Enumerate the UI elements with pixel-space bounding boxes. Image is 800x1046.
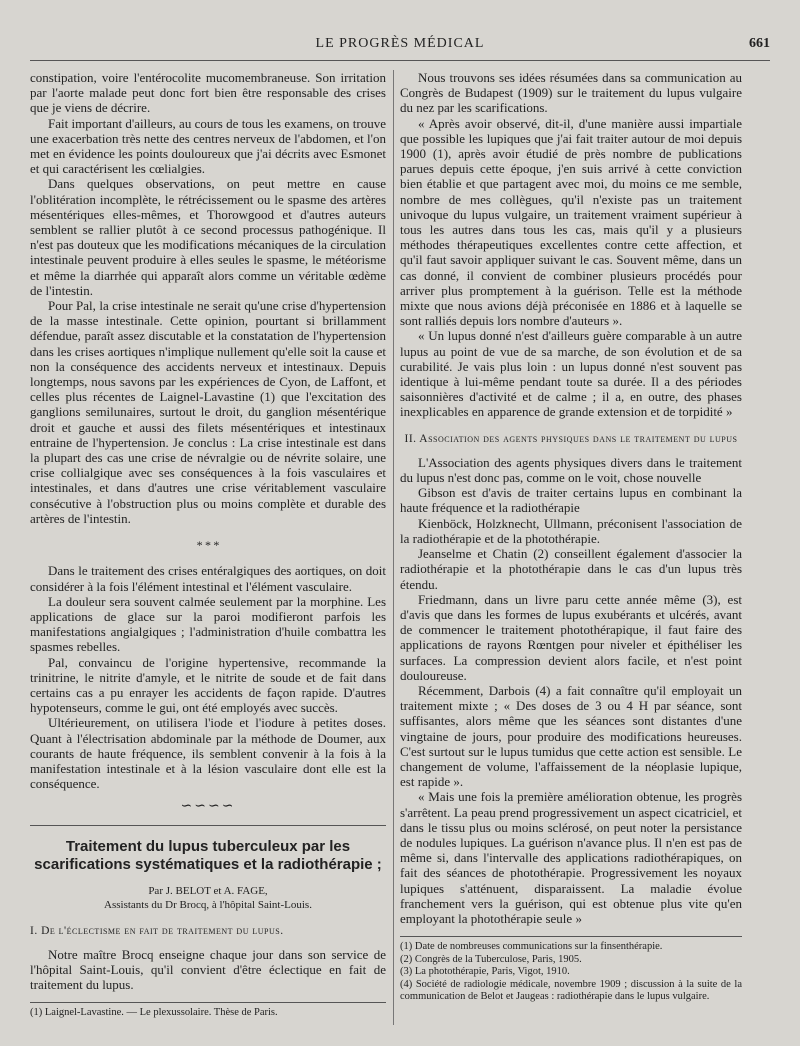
section-heading: II. Association des agents physiques dans le traitement du lupus: [404, 432, 738, 445]
paragraph: Fait important d'ailleurs, au cours de tous les examens, on trouve une exacerbation très nette des centres nerveux de l'abdomen, et l'on met en évidence les points douloureux que j'ai décrits avec Esmonet et qui caractérisent les cœlialgies.: [30, 115, 386, 177]
paragraph: Récemment, Darbois (4) a fait connaître qu'il employait un traitement mixte ; « Des doses de 3 ou 4 H par séance, sont suffisantes, alors même que les séances sont distantes d'une vingtaine de jours, pour produire des modifications heureuses. C'est surtout sur le lupus tumidus que cette action est sensible. Le changement de volume, l'affaissement de la néoplasie lupique, est rapide ».: [400, 682, 742, 790]
footnote: (4) Société de radiologie médicale, novembre 1909 ; discussion à la suite de la communication de Belot et Jaugeas : radiothérapie dans le lupus vulgaire.: [400, 978, 742, 1003]
paragraph: constipation, voire l'entérocolite mucomembraneuse. Son irritation par l'aorte malade peut donc fort bien être responsable des crises que je viens de décrire.: [30, 70, 386, 116]
quote-paragraph: « Un lupus donné n'est d'ailleurs guère comparable à un autre lupus au point de vue de sa marche, de son évolution et de sa curabilité. Je vais plus loin : un lupus donné n'est souvent pas identique à lui-même pendant toute sa durée. Il a des périodes saisonnières d'activité et de calme ; il a, en outre, des phases inexplicables en apparence de grande extension et de torpidité »: [400, 328, 742, 420]
paragraph: Kienböck, Holzknecht, Ullmann, préconisent l'association de la radiothérapie et de la photothérapie.: [400, 515, 742, 546]
footnote: (1) Date de nombreuses communications sur la finsenthérapie.: [400, 941, 663, 953]
paragraph: Ultérieurement, on utilisera l'iode et l'iodure à petites doses. Quant à l'électrisation abdominale par la méthode de Doumer, aux courants de haute fréquence, ils semblent convenir à la fois à la manifestation intestinale et à la lésion vasculaire dont elle est la conséquence.: [30, 715, 386, 792]
ornament-divider: ∽∽∽∽: [180, 799, 236, 815]
footnote: (3) La photothérapie, Paris, Vigot, 1910.: [400, 966, 570, 978]
quote-paragraph: « Mais une fois la première amélioration obtenue, les progrès s'arrêtent. La peau prend progressivement un aspect cicatriciel, et dans le tissu plus ou moins sclérosé, on peut noter la persistance de nodules lupiques. La guérison n'avance plus. Il n'en est pas de même si, dans l'intervalle des applications radiothérapiques, on fait des séances de photothérapie. Progressivement les noyaux lupiques s'atténuent, disparaissent. La maladie évolue franchement vers la guérison, qui est obtenue plus vite qu'en employant la photothérapie seule »: [400, 789, 742, 926]
article-affiliation: Assistants du Dr Brocq, à l'hôpital Saint-Louis.: [104, 898, 312, 911]
right-column: [400, 70, 742, 1004]
paragraph: La douleur sera souvent calmée seulement par la morphine. Les applications de glace sur la paroi modifieront parfois les manifestations angialgiques ; l'administration d'huile combattra les spasmes rebelles.: [30, 593, 386, 655]
quote-paragraph: « Après avoir observé, dit-il, d'une manière aussi impartiale que possible les lupiques que j'ai fait traiter autour de moi depuis 1900 (1), après avoir étudié de près nombre de publications parues depuis cette époque, j'en suis arrivé à cette conviction bien établie et que partagent avec moi, du moins ce me semble, nombre de mes collègues, qu'il n'existe pas un traitement univoque du lupus vulgaire, un traitement vraiment supérieur à tous les autres dans tous les cas, mais qu'il y a plusieurs méthodes thérapeutiques excellentes contre cette affection, et qu'il faut savoir appliquer suivant le cas. Souvent même, dans un cas donné, il convient de combiner plusieurs procédés pour arriver plus promptement à la guérison. Telle est la méthode mixte que nous avions déjà préconisée en 1886 et à laquelle se sont ralliés depuis lors nombre d'auteurs ».: [400, 115, 742, 329]
left-column: [30, 70, 386, 1020]
paragraph: Dans le traitement des crises entéralgiques des aortiques, on doit considérer à la fois l'élément intestinal et l'élément vasculaire.: [30, 563, 386, 594]
section-heading: I. De l'éclectisme en fait de traitement du lupus.: [30, 924, 284, 937]
footnote-rule: [30, 1002, 386, 1003]
paragraph: Nous trouvons ses idées résumées dans sa communication au Congrès de Budapest (1909) sur le traitement du lupus vulgaire du nez par les scarifications.: [400, 70, 742, 116]
footnote: (1) Laignel-Lavastine. — Le plexussolaire. Thèse de Paris.: [30, 1007, 278, 1019]
paragraph: Notre maître Brocq enseigne chaque jour dans son service de l'hôpital Saint-Louis, qu'il convient d'être éclectique en fait de traitement du lupus.: [30, 946, 386, 993]
journal-title: LE PROGRÈS MÉDICAL: [315, 36, 485, 51]
footnote-rule: [400, 936, 742, 937]
page-number: 661: [749, 36, 770, 51]
article-authors: Par J. BELOT et A. FAGE,: [148, 884, 268, 897]
column-divider: [393, 70, 394, 1025]
header-rule: [30, 60, 770, 61]
paragraph: Friedmann, dans un livre paru cette année même (3), est d'avis que dans les formes de lupus exubérants et ulcérés, avant de commencer le traitement photothérapique, il faut faire des applications de rayons Rœntgen pour niveler et épithéliser les surfaces. La compression devient alors facile, et n'est point douloureuse.: [400, 591, 742, 683]
paragraph: Gibson est d'avis de traiter certains lupus en combinant la haute fréquence et la radiothérapie: [400, 485, 742, 516]
article-rule: [30, 825, 386, 826]
paragraph: Jeanselme et Chatin (2) conseillent également d'associer la radiothérapie et la photothérapie dans le cas d'un lupus très étendu.: [400, 546, 742, 592]
article-byline: [30, 884, 386, 912]
running-header: [30, 36, 770, 58]
article-title: Traitement du lupus tuberculeux par les scarifications systématiques et la radiothérapie ;: [34, 837, 382, 873]
paragraph: Pour Pal, la crise intestinale ne serait qu'une crise d'hypertension de la masse intestinale. Cette opinion, pourtant si brillamment défendue, paraît assez discutable et la constatation de l'hypertension dans les crises aortiques n'implique nullement qu'elle soit la cause et non la conséquence des accidents nerveux et intestinaux. Depuis longtemps, nous savons par les expériences de Cyon, de Laffont, et celles plus récentes de Laignel-Lavastine (1) que l'excitation des ganglions semilunaires, surtout le droit, du ganglion mésentérique droit et gauche et aussi des filets mésentériques et intestinaux entraine de l'hypertension. Je conclus : La crise intestinale est dans la plupart des cas une crise de névralgie ou de névrite solaire, une crise collialgique avec ses conséquences à la fois vasculaires et intestinales, et dans d'autres une crise véritablement vasculaire consécutive à l'obstruction plus ou moins complète et durable des artères de l'intestin.: [30, 298, 386, 526]
paragraph: L'Association des agents physiques divers dans le traitement du lupus n'est donc pas, comme on le voit, chose nouvelle: [400, 454, 742, 486]
section-stars: * * *: [196, 538, 220, 553]
paragraph: Pal, convaincu de l'origine hypertensive, recommande la trinitrine, le nitrite d'amyle, et le nitrite de soude et de fait dans certains cas a pu enrayer les accidents de façon rapide. D'autres hypotenseurs, comme le gui, ont été employés avec succès.: [30, 654, 386, 716]
paragraph: Dans quelques observations, on peut mettre en cause l'oblitération incomplète, le rétrécissement ou le spasme des artères mésentériques elles-mêmes, et Thorowgood et d'autres auteurs semblent se rallier plutôt à ce second processus pathogénique. Il n'est pas douteux que les modifications mécaniques de la circulation intestinale peuvent produire à elles seules le spasme, le météorisme et même la diarrhée qui apparaît alors comme un véritable œdème de l'intestin.: [30, 176, 386, 298]
footnote: (2) Congrès de la Tuberculose, Paris, 1905.: [400, 953, 582, 965]
